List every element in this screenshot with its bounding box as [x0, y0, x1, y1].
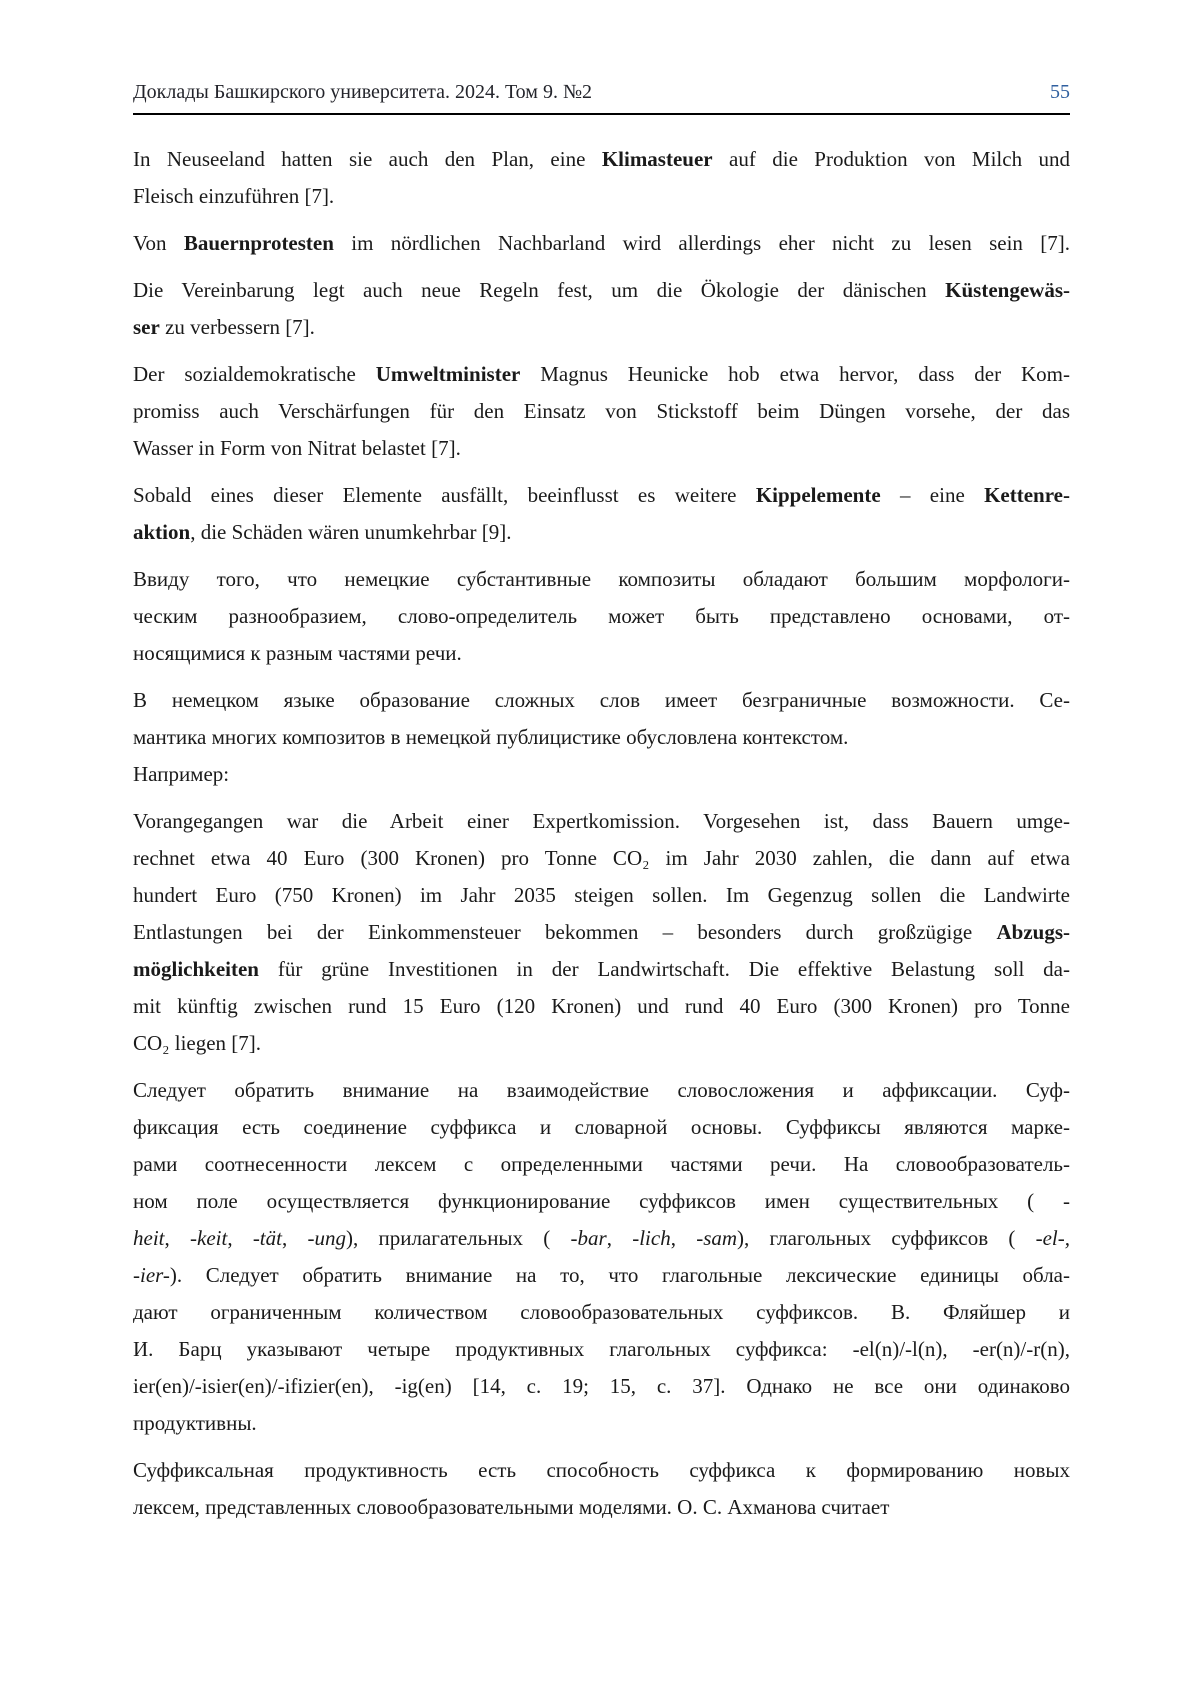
text-line [133, 719, 1070, 756]
paragraph [133, 1072, 1070, 1442]
text-run: ), прилагательных ( [345, 1226, 571, 1250]
text-run: hundert Euro (750 Kronen) im Jahr 2035 steigen sollen. Im Gegenzug sollen die Landwirte [133, 883, 1070, 907]
text-run: zu verbessern [7]. [159, 315, 315, 339]
text-run: , [164, 1226, 190, 1250]
text-run: Суффиксальная продуктивность есть способность суффикса к формированию новых [133, 1458, 1070, 1482]
text-line [133, 635, 1070, 672]
page-body [133, 115, 1070, 1526]
text-run: дают ограниченным количеством словообразовательных суффиксов. В. Фляйшер и [133, 1300, 1070, 1324]
text-run: -el-, [1035, 1226, 1071, 1250]
text-run: ческим разнообразием, слово-определитель может быть представлено основами, от- [133, 604, 1070, 628]
text-line [133, 1368, 1070, 1405]
text-run: ном поле осуществляется функционирование суффиксов имен существительных ( - [133, 1189, 1070, 1213]
text-run: -lich [632, 1226, 671, 1250]
text-run: Entlastungen bei der Einkommensteuer bekommen – besonders durch großzügige [133, 920, 997, 944]
text-run: Kippelemente [755, 483, 881, 507]
text-run: носящимися к разным частями речи. [133, 641, 462, 665]
text-run: im nördlichen Nachbarland wird allerdings eher nicht zu lesen sein [7]. [333, 231, 1070, 255]
text-line [133, 356, 1070, 393]
text-line [133, 1146, 1070, 1183]
text-run: möglichkeiten [133, 957, 259, 981]
text-line [133, 988, 1070, 1025]
text-run: , [670, 1226, 697, 1250]
text-run: Die Vereinbarung legt auch neue Regeln fest, um die Ökologie der dänischen [133, 278, 946, 302]
page-number: 55 [1050, 81, 1070, 103]
text-run: В немецком языке образование сложных слов имеет безграничные возможности. Се- [133, 688, 1070, 712]
text-run: In Neuseeland hatten sie auch den Plan, eine [133, 147, 602, 171]
text-run: продуктивны. [133, 1411, 257, 1435]
text-run: -sam [696, 1226, 738, 1250]
paragraph [133, 225, 1070, 262]
text-run: мантика многих композитов в немецкой публицистике обусловлена контекстом. [133, 725, 849, 749]
text-run: И. Барц указывают четыре продуктивных глагольных суффикса: -el(n)/-l(n), -er(n)/-r(n), [133, 1337, 1070, 1361]
text-run: -tät [252, 1226, 282, 1250]
text-line [133, 1405, 1070, 1442]
text-run: Klimasteuer [601, 147, 713, 171]
text-line [133, 1452, 1070, 1489]
text-line [133, 1183, 1070, 1220]
paragraph [133, 477, 1070, 551]
text-run: promiss auch Verschärfungen für den Einsatz von Stickstoff beim Düngen vorsehe, der das [133, 399, 1070, 423]
text-line [133, 682, 1070, 719]
text-run: mit künftig zwischen rund 15 Euro (120 Kronen) und rund 40 Euro (300 Kronen) pro Tonne [133, 994, 1070, 1018]
text-run: heit [133, 1226, 165, 1250]
text-run: Sobald eines dieser Elemente ausfällt, beeinflusst es weitere [133, 483, 756, 507]
text-run: , [606, 1226, 633, 1250]
text-line [133, 598, 1070, 635]
text-line [133, 840, 1070, 877]
text-line [133, 141, 1070, 178]
text-run: ier(en)/-isier(en)/-ifizier(en), -ig(en) [14, с. 19; 15, с. 37]. Однако не все они одинаково [133, 1374, 1070, 1398]
text-line [133, 430, 1070, 467]
text-line [133, 1072, 1070, 1109]
paragraph [133, 803, 1070, 1062]
text-run: Abzugs- [996, 920, 1070, 944]
text-line [133, 1331, 1070, 1368]
text-run: Ввиду того, что немецкие субстантивные композиты обладают большим морфологи- [133, 567, 1070, 591]
text-line [133, 877, 1070, 914]
text-line [133, 309, 1070, 346]
text-run: Wasser in Form von Nitrat belastet [7]. [133, 436, 461, 460]
paragraph [133, 1452, 1070, 1526]
text-line [133, 951, 1070, 988]
paragraph [133, 141, 1070, 215]
text-run: aktion [133, 520, 191, 544]
text-line [133, 178, 1070, 215]
text-line [133, 1294, 1070, 1331]
text-run: Von [133, 231, 184, 255]
journal-title: Доклады Башкирского университета. 2024. Том 9. №2 [133, 81, 593, 103]
text-run: Fleisch einzuführen [7]. [133, 184, 335, 208]
paragraph [133, 561, 1070, 672]
text-line [133, 1489, 1070, 1526]
text-run: CO₂ liegen [7]. [133, 1031, 262, 1055]
text-line [133, 477, 1070, 514]
text-line [133, 756, 1070, 793]
text-run: -ier- [133, 1263, 170, 1287]
text-run: -bar [570, 1226, 607, 1250]
text-run: ), глагольных суффиксов ( [737, 1226, 1036, 1250]
text-run: Bauernprotesten [183, 231, 334, 255]
text-run: , [281, 1226, 308, 1250]
text-line [133, 1025, 1070, 1062]
text-run: , [227, 1226, 253, 1250]
text-line [133, 1220, 1070, 1257]
text-run: Magnus Heunicke hob etwa hervor, dass der Kom- [520, 362, 1070, 386]
text-run: Следует обратить внимание на взаимодействие словосложения и аффиксации. Суф- [133, 1078, 1070, 1102]
text-run: -keit [190, 1226, 228, 1250]
text-run: auf die Produktion von Milch und [712, 147, 1070, 171]
text-run: für grüne Investitionen in der Landwirtschaft. Die effektive Belastung soll da- [259, 957, 1070, 981]
text-line [133, 1257, 1070, 1294]
text-run: лексем, представленных словообразовательными моделями. О. С. Ахманова считает [133, 1495, 890, 1519]
text-run: , die Schäden wären unumkehrbar [9]. [190, 520, 512, 544]
text-run: Kettenre- [984, 483, 1070, 507]
paragraph [133, 356, 1070, 467]
text-run: Например: [133, 762, 230, 786]
text-run: -ung [307, 1226, 346, 1250]
text-line [133, 225, 1070, 262]
text-line [133, 272, 1070, 309]
text-run: Der sozialdemokratische [133, 362, 376, 386]
page-header [133, 81, 1070, 115]
text-run: Umweltminister [375, 362, 521, 386]
text-run: рами соотнесенности лексем с определенными частями речи. На словообразователь- [133, 1152, 1070, 1176]
text-line [133, 1109, 1070, 1146]
text-run: Vorangegangen war die Arbeit einer Expertkomission. Vorgesehen ist, dass Bauern umge- [133, 809, 1070, 833]
text-line [133, 914, 1070, 951]
text-run: – eine [880, 483, 985, 507]
text-line [133, 803, 1070, 840]
text-run: rechnet etwa 40 Euro (300 Kronen) pro Tonne CO₂ im Jahr 2030 zahlen, die dann auf etwa [133, 846, 1070, 870]
text-line [133, 393, 1070, 430]
paragraph [133, 272, 1070, 346]
text-line [133, 561, 1070, 598]
paragraph [133, 682, 1070, 793]
text-run: ). Следует обратить внимание на то, что глагольные лексические единицы обла- [169, 1263, 1070, 1287]
text-run: ser [133, 315, 160, 339]
text-line [133, 514, 1070, 551]
text-run: фиксация есть соединение суффикса и словарной основы. Суффиксы являются марке- [133, 1115, 1070, 1139]
text-run: Küstengewäs- [945, 278, 1070, 302]
